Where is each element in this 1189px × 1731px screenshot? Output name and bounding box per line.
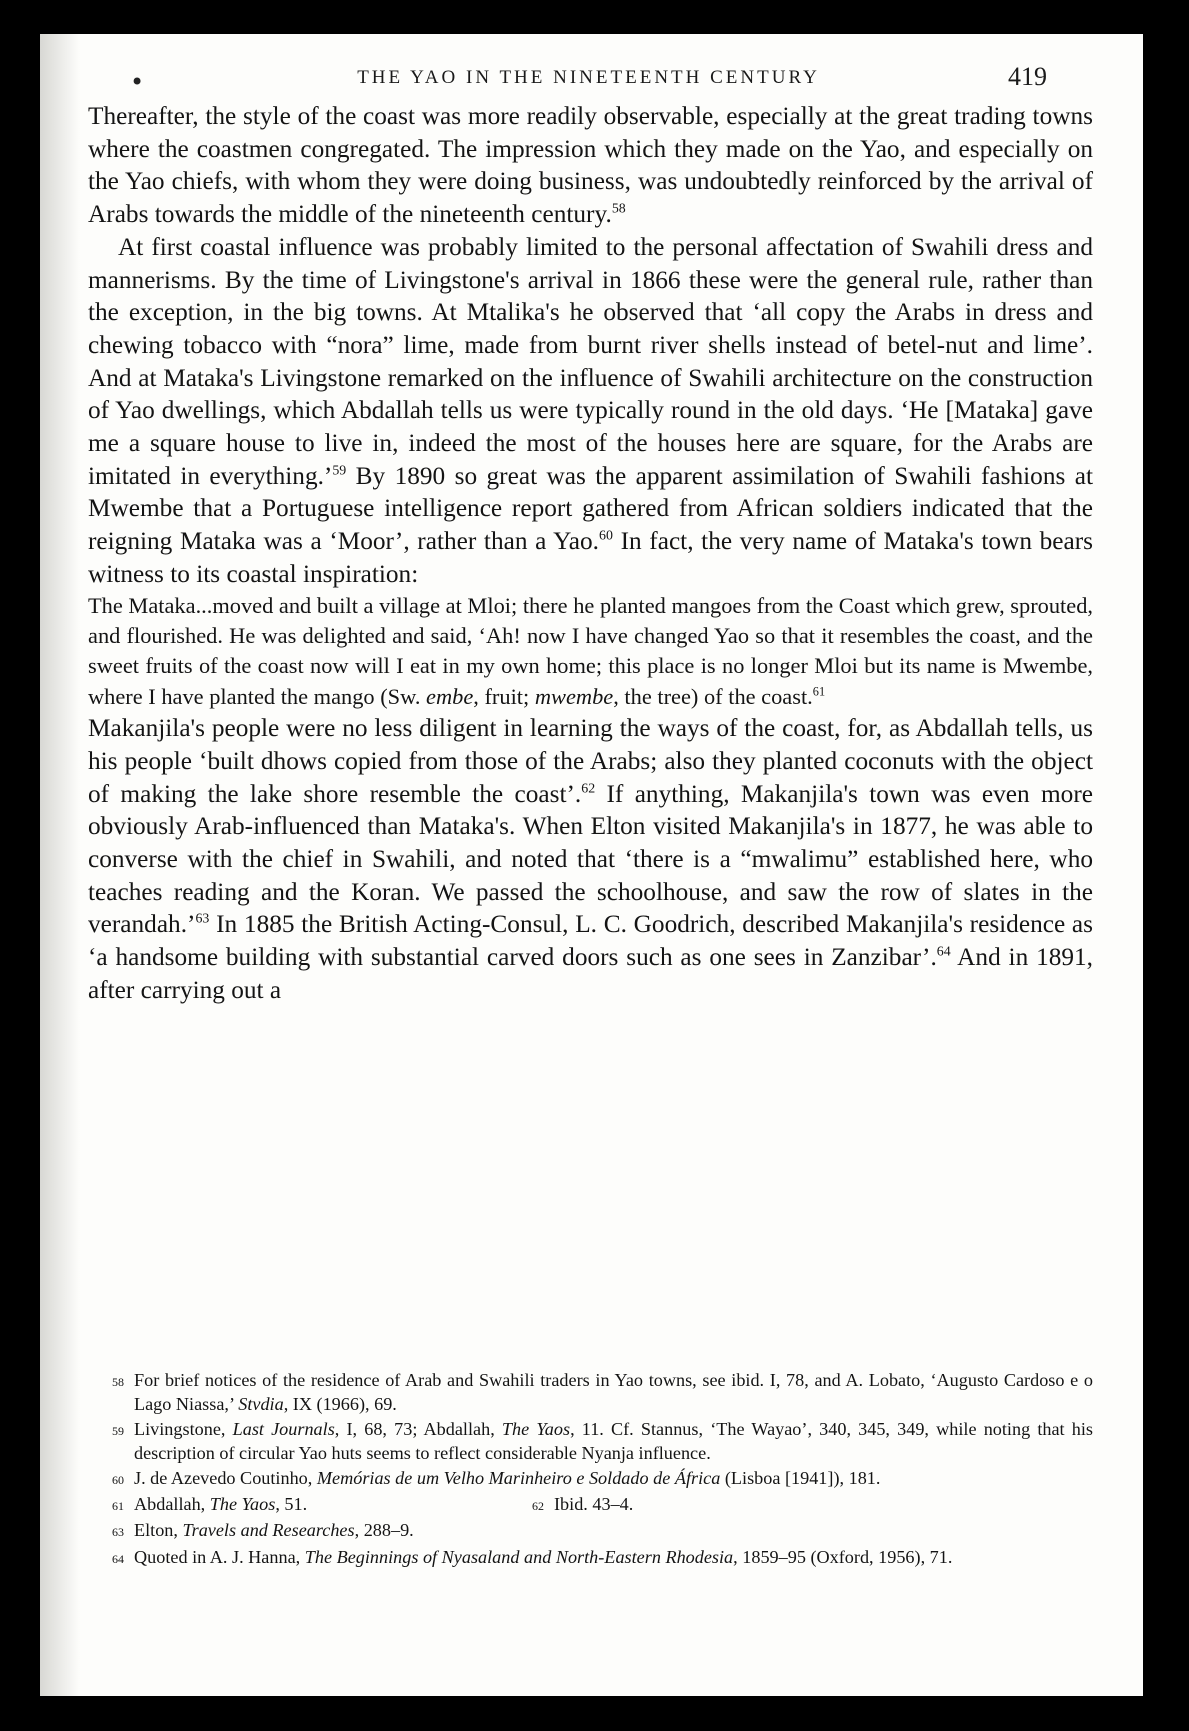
footnote-ref-60: 60	[599, 528, 613, 544]
paragraph-1: Thereafter, the style of the coast was more readily observable, especially at the great trading towns where the coastmen congregated. The impression which they made on the Yao, and especially on the Yao chiefs, with whom they were doing business, was undoubtedly reinforced by the arrival of Arabs towards the middle of the nineteenth century.$^{58}$	[88, 102, 1093, 229]
footnote-59: 59 Livingstone, Last Journals, I, 68, 73; Abdallah, The Yaos, 11. Cf. Stannus, ‘The Wayao’, 340, 345, 349, while noting that his description of circular Yao huts seems to reflect considerable Nyanja influence.	[112, 1418, 1093, 1464]
footnote-ref-64: 64	[936, 944, 951, 960]
paragraph-2: At first coastal influence was probably limited to the personal affectation of Swahili dress and mannerisms. By the time of Livingstone's arrival in 1866 these were the general rule, rather than the exception, in the big towns. At Mtalika's he observed that ‘all copy the Arabs in dress and chewing tobacco with “nora” lime, made from burnt river shells instead of betel-nut and lime’. And at Mataka's Livingstone remarked on the influence of Swahili architecture on the construction of Yao dwellings, which Abdallah tells us were typically round in the old days. ‘He [Mataka] gave me a square house to live in, indeed the most of the houses here are square, for the Arabs are imitated in everything.’$^{59}$ By 1890 so great was the apparent assimilation of Swahili fashions at Mwembe that a Portuguese intelligence report gathered from African soldiers indicated that the reigning Mataka was a ‘Moor’, rather than a Yao.$^{60}$ In fact, the very name of Mataka's town bears witness to its coastal inspiration:	[88, 232, 1094, 588]
bullet-mark: •	[130, 68, 145, 96]
page-header	[130, 60, 1047, 96]
footnote-ref-58: 58	[611, 201, 626, 217]
footnotes	[112, 1368, 1093, 1571]
page-number: 419	[1008, 62, 1047, 91]
footnote-63: 63 Elton, Travels and Researches, 288–9.	[112, 1520, 414, 1541]
body-text	[88, 100, 1093, 1007]
block-quote: The Mataka...moved and built a village at Mloi; there he planted mangoes from the Coast which grew, sprouted, and flourished. He was delighted and said, ‘Ah! now I have changed Yao so that it resembles the coast, and the sweet fruits of the coast now will I eat in my own home; this place is no longer Mloi but its name is Mwembe, where I have planted the mango (Sw. embe, fruit; mwembe, the tree) of the coast.$^{61}$	[88, 592, 1093, 709]
footnote-64: 64 Quoted in A. J. Hanna, The Beginnings of Nyasaland and North-Eastern Rhodesia, 1859–95 (Oxford, 1956), 71.	[112, 1546, 953, 1567]
book-page	[40, 34, 1143, 1696]
footnote-ref-62: 62	[581, 781, 596, 797]
footnote-ref-59: 59	[332, 463, 347, 479]
footnote-61: 61 Abdallah, The Yaos, 51.	[112, 1494, 308, 1515]
footnote-ref-61: 61	[812, 684, 826, 699]
footnote-58: 58 For brief notices of the residence of Arab and Swahili traders in Yao towns, see ibid. I, 78, and A. Lobato, ‘Augusto Cardoso e o Lago Niassa,’ Stvdia, IX (1966), 69.	[112, 1370, 1093, 1415]
footnote-row-61-62	[112, 1492, 1093, 1518]
footnote-ref-63: 63	[195, 911, 210, 927]
footnote-62: 62 Ibid. 43–4.	[532, 1494, 634, 1515]
running-head: THE YAO IN THE NINETEENTH CENTURY	[357, 67, 820, 88]
paragraph-3: Makanjila's people were no less diligent in learning the ways of the coast, for, as Abdallah tells, us his people ‘built dhows copied from those of the Arabs; also they planted coconuts with the object of making the lake shore resemble the coast’.$^{62}$ If anything, Makanjila's town was even more obviously Arab-influenced than Mataka's. When Elton visited Makanjila's in 1877, he was able to converse with the chief in Swahili, and noted that ‘there is a “mwalimu” established here, who teaches reading and the Koran. We passed the schoolhouse, and saw the row of slates in the verandah.’$^{63}$ In 1885 the British Acting-Consul, L. C. Goodrich, described Makanjila's residence as ‘a handsome building with substantial carved doors such as one sees in Zanzibar’.$^{64}$ And in 1891, after carrying out a	[88, 714, 1093, 1004]
footnote-60: 60 J. de Azevedo Coutinho, Memórias de um Velho Marinheiro e Soldado de África (Lisboa [1941]), 181.	[112, 1467, 881, 1488]
